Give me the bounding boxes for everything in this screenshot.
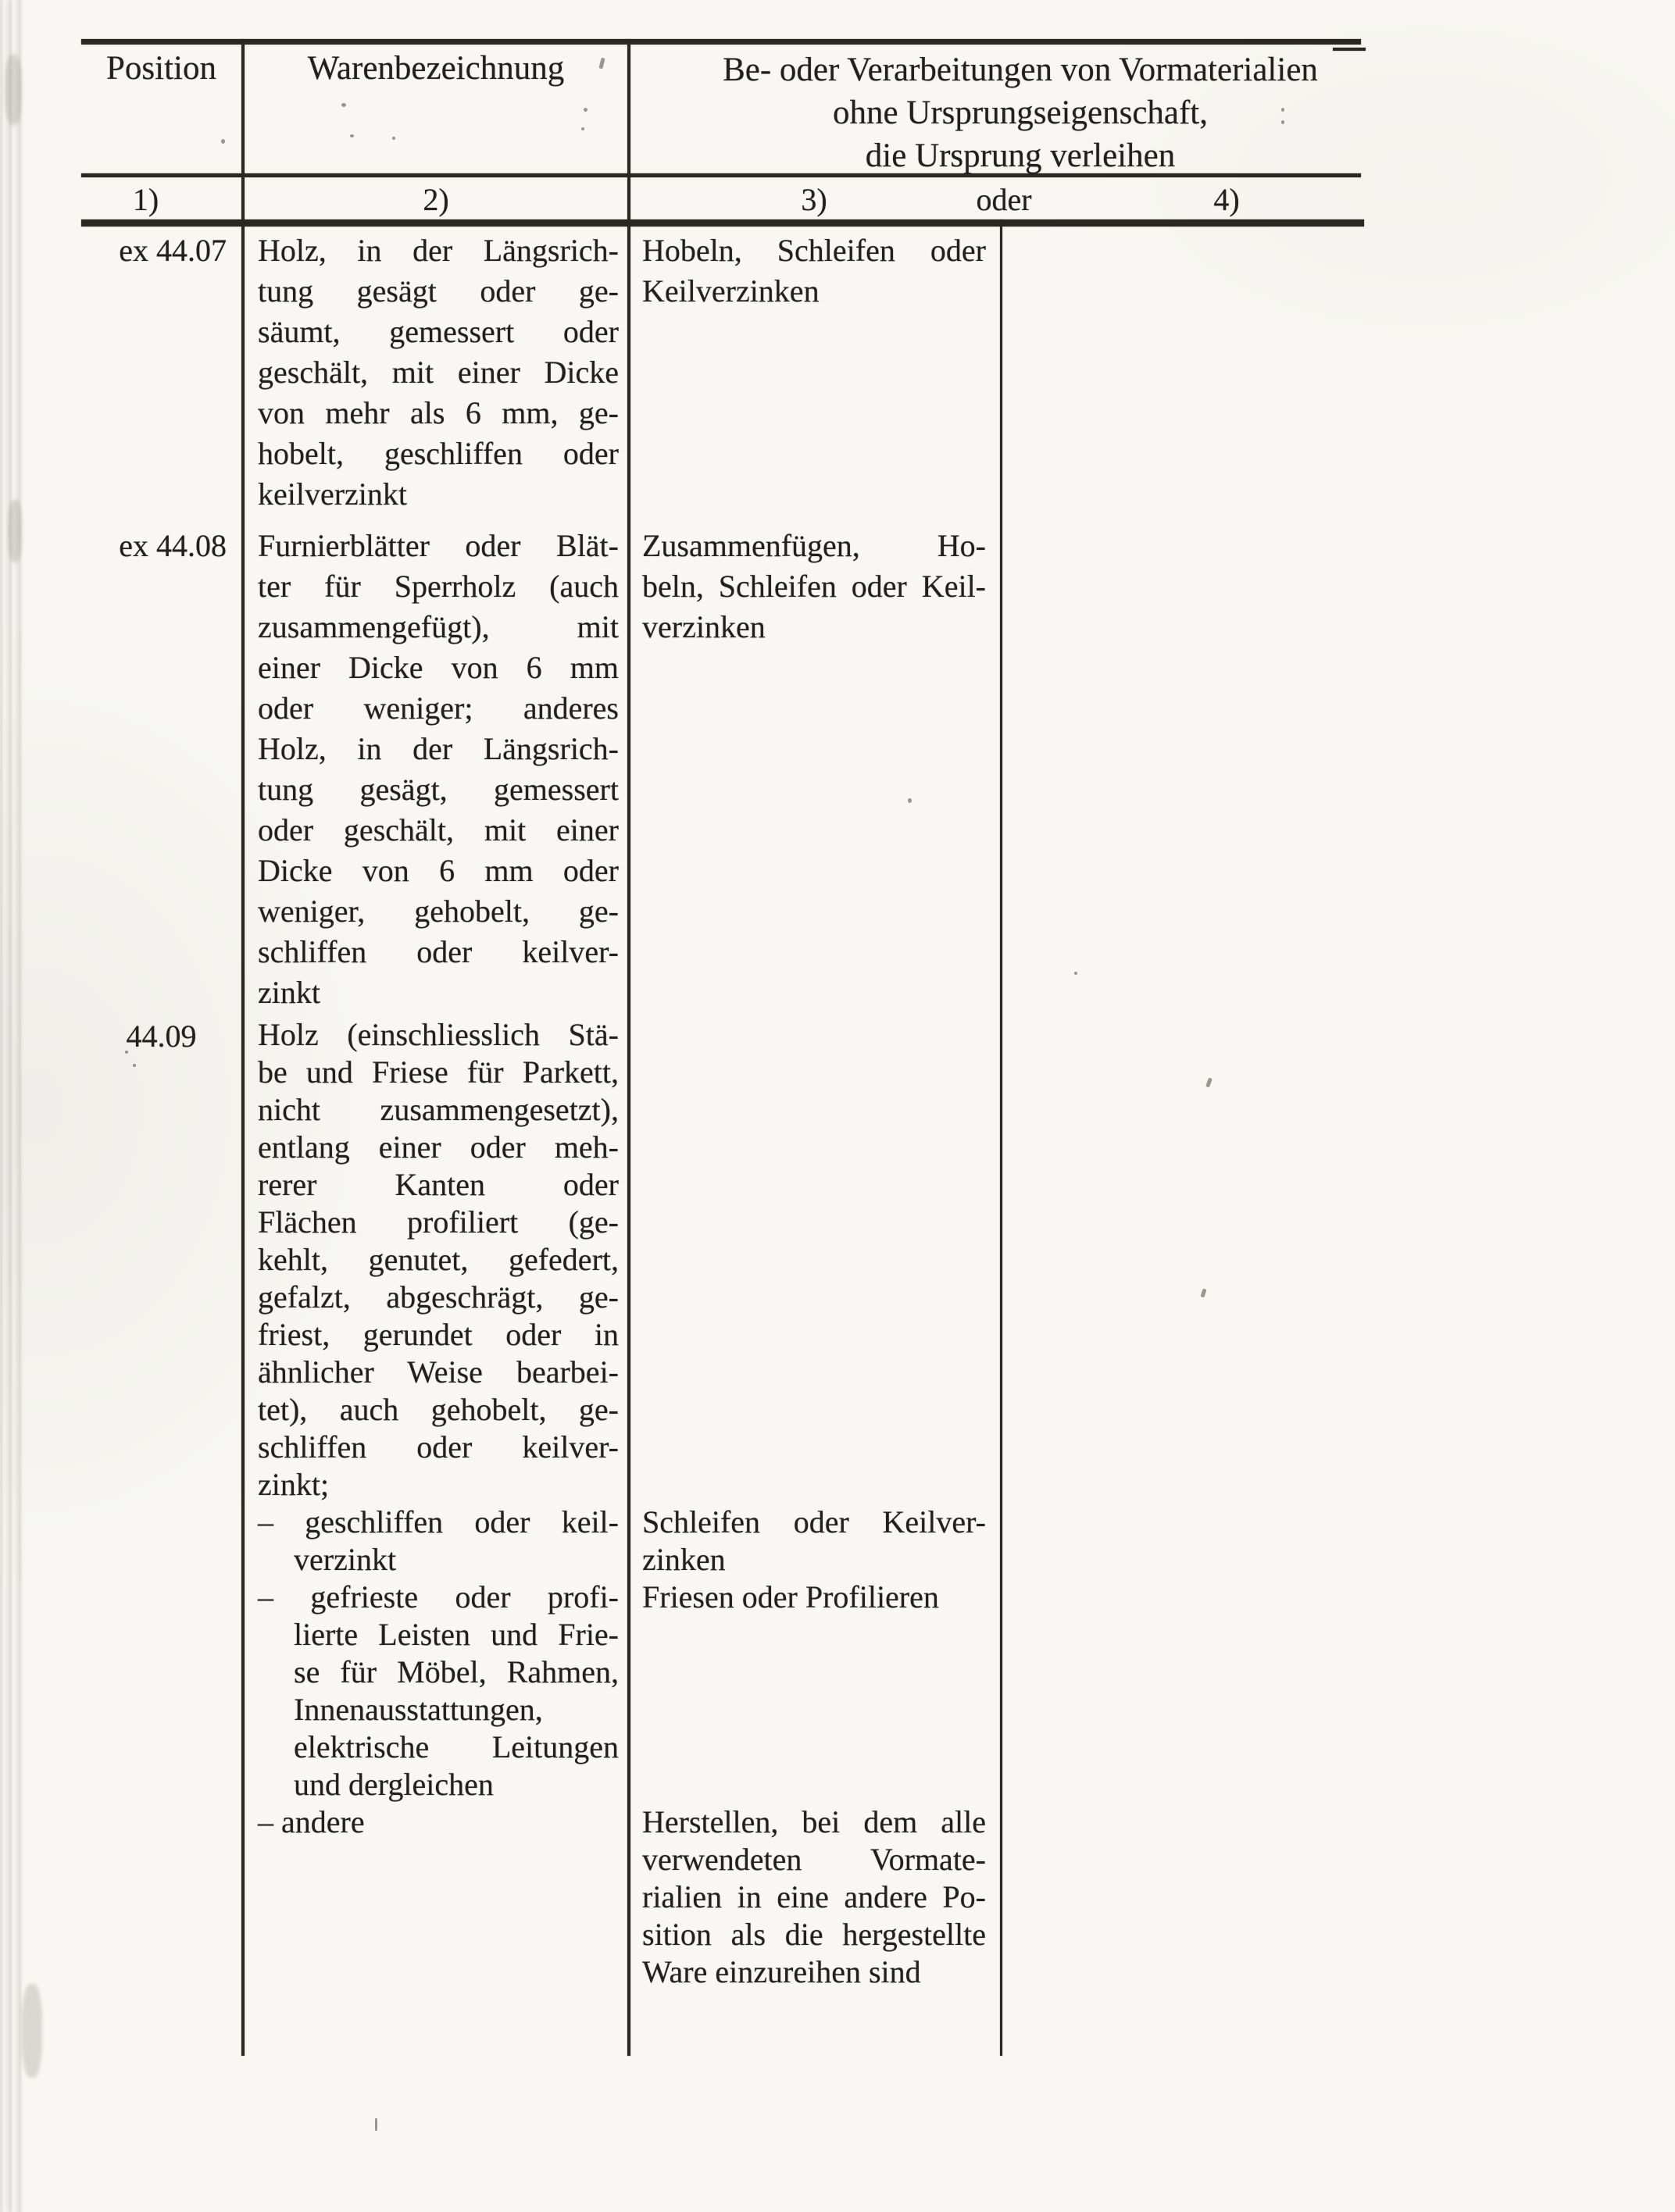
text-line: verzinken — [642, 609, 766, 644]
divider-col3-col4 — [1000, 219, 1002, 2056]
table-top-border — [81, 39, 1361, 45]
text-line: se für Möbel, Rahmen, — [294, 1654, 619, 1689]
text-line: ohne Ursprungseigenschaft, — [832, 95, 1209, 131]
text-line: – gefrieste oder profi- — [258, 1579, 619, 1614]
row-processing — [642, 526, 986, 648]
row-position: ex 44.07 — [119, 233, 227, 268]
numbers-separator — [81, 219, 1364, 227]
text-line: entlang einer oder meh- — [258, 1129, 619, 1165]
text-line: Furnierblätter oder Blät- — [258, 528, 619, 563]
text-line: verwendeten Vormate- — [642, 1842, 986, 1877]
text-line: – geschliffen oder keil- — [258, 1504, 619, 1539]
subitem-description — [258, 1803, 619, 1841]
text-line: Flächen profiliert (ge- — [258, 1204, 619, 1240]
row-description — [258, 526, 619, 1013]
text-line: Friesen oder Profilieren — [642, 1579, 939, 1614]
text-line: Keilverzinken — [642, 273, 820, 309]
text-line: oder geschält, mit einer — [258, 812, 619, 847]
divider-position-goods — [241, 39, 245, 2056]
text-line: Holz, in der Längsrich- — [258, 233, 619, 268]
text-line: lierte Leisten und Frie- — [294, 1617, 619, 1652]
text-line: einer Dicke von 6 mm — [258, 650, 619, 685]
text-line: Hobeln, Schleifen oder — [642, 233, 986, 268]
text-line: tet), auch gehobelt, ge- — [258, 1392, 619, 1427]
text-line: verzinkt — [294, 1542, 397, 1577]
subitem-processing — [642, 1504, 986, 1579]
text-line: weniger, gehobelt, ge- — [258, 894, 619, 929]
column-number-1: 1) — [132, 182, 159, 217]
text-line: friest, gerundet oder in — [258, 1317, 619, 1352]
text-line: keilverzinkt — [258, 476, 408, 512]
header-position: Position — [106, 50, 216, 87]
text-line: Zusammenfügen, Ho- — [642, 528, 986, 563]
row-description — [258, 1016, 619, 1504]
text-line: beln, Schleifen oder Keil- — [642, 569, 986, 604]
text-line: – andere — [258, 1804, 365, 1839]
text-line: Be- oder Verarbeitungen von Vormaterialien — [723, 52, 1318, 88]
text-line: von mehr als 6 mm, ge- — [258, 395, 619, 430]
text-line: schliffen oder keilver- — [258, 1429, 619, 1465]
divider-goods-processing — [627, 39, 630, 2056]
text-line: zinkt — [258, 975, 320, 1010]
row-description — [258, 230, 619, 515]
subitem-processing — [642, 1579, 986, 1616]
subitem-description — [258, 1579, 619, 1803]
row-processing — [642, 230, 986, 312]
text-line: hobelt, geschliffen oder — [258, 436, 619, 471]
text-line: zusammengefügt), mit — [258, 609, 619, 644]
text-line: und dergleichen — [294, 1767, 494, 1802]
text-line: tung gesägt, gemessert — [258, 772, 619, 807]
column-number-2: 2) — [423, 182, 449, 217]
text-line: zinken — [642, 1542, 726, 1577]
text-line: zinkt; — [258, 1467, 330, 1502]
column-number-conjunction: oder — [976, 182, 1032, 217]
text-line: Dicke von 6 mm oder — [258, 853, 619, 888]
text-line: oder weniger; anderes — [258, 690, 619, 726]
text-line: Schleifen oder Keilver- — [642, 1504, 986, 1539]
column-number-3: 3) — [801, 182, 827, 217]
text-line: geschält, mit einer Dicke — [258, 355, 619, 390]
text-line: ähnlicher Weise bearbei- — [258, 1354, 619, 1390]
text-line: Holz, in der Längsrich- — [258, 731, 619, 766]
row-position: ex 44.08 — [119, 528, 227, 563]
column-number-4: 4) — [1213, 182, 1240, 217]
text-line: die Ursprung verleihen — [865, 137, 1176, 174]
text-line: elektrische Leitungen — [294, 1729, 619, 1764]
scan-edge-artifact — [0, 0, 23, 2212]
header-processing — [664, 48, 1377, 177]
text-line: ter für Sperrholz (auch — [258, 569, 619, 604]
subitem-description — [258, 1504, 619, 1579]
text-line: Herstellen, bei dem alle — [642, 1804, 986, 1839]
text-line: Holz (einschliesslich Stä- — [258, 1017, 619, 1052]
subitem-processing — [642, 1803, 986, 1991]
text-line: sition als die hergestellte — [642, 1917, 986, 1952]
text-line: schliffen oder keilver- — [258, 934, 619, 969]
text-line: tung gesägt oder ge- — [258, 273, 619, 309]
text-line: gefalzt, abgeschrägt, ge- — [258, 1279, 619, 1315]
text-line: säumt, gemessert oder — [258, 314, 619, 349]
row-position: 44.09 — [126, 1019, 197, 1054]
text-line: rialien in eine andere Po- — [642, 1879, 986, 1914]
header-goods: Warenbezeichnung — [307, 50, 565, 87]
text-line: rerer Kanten oder — [258, 1167, 619, 1202]
text-line: Innenausstattungen, — [294, 1692, 543, 1727]
text-line: nicht zusammengesetzt), — [258, 1092, 619, 1127]
text-line: be und Friese für Parkett, — [258, 1054, 619, 1090]
text-line: Ware einzureihen sind — [642, 1954, 921, 1989]
text-line: kehlt, genutet, gefedert, — [258, 1242, 619, 1277]
